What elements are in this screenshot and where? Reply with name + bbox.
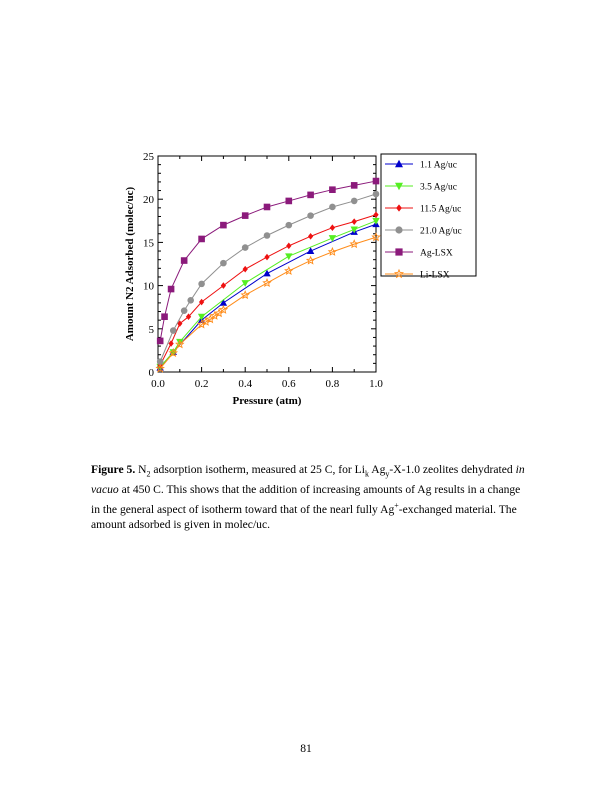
marker-circle [329,204,336,211]
caption-superscript: + [394,500,399,510]
marker-diamond [373,211,378,218]
marker-triangle-down [285,253,292,260]
legend-label: 21.0 Ag/uc [420,226,462,237]
plot-area-border [158,156,376,372]
caption-subscript: k [364,469,369,479]
marker-circle [264,232,271,239]
marker-circle [351,198,358,205]
legend-label: 3.5 Ag/uc [420,182,457,193]
caption-text: at 450 C. This shows that the addition of increasing amounts of Ag results in a change in the general aspect of isotherm toward that of the nearl fully Ag [91,482,521,516]
marker-square [264,204,271,211]
caption-text: Ag [368,463,386,476]
y-tick-label: 15 [143,237,154,250]
x-tick-label: 0.8 [325,378,340,390]
marker-circle [220,260,227,267]
caption-subscript: 2 [146,469,151,479]
y-tick-label: 0 [148,367,154,379]
x-tick-label: 0.0 [151,378,165,390]
caption-text: N [135,463,147,476]
caption-text: -exchanged material. The amount adsorbed is given in molec/uc. [91,502,517,531]
series-1-1-ag-uc [156,220,379,370]
series-line [160,194,376,362]
marker-diamond [308,233,313,240]
marker-square [161,313,168,320]
series-21-0-ag-uc [157,191,379,365]
marker-diamond [352,218,357,225]
caption-subscript: y [385,469,390,479]
marker-square [157,338,164,345]
y-tick-label: 25 [143,151,154,163]
marker-square [198,236,205,243]
y-tick-label: 5 [148,323,154,336]
x-tick-label: 0.4 [238,378,253,390]
caption-text: adsorption isotherm, measured at 25 C, for Li [150,463,365,476]
plot-frame [158,156,376,372]
legend-label: Ag-LSX [420,248,453,259]
legend [381,154,476,281]
x-axis-label: Pressure (atm) [232,395,302,407]
legend-label: 1.1 Ag/uc [420,160,457,171]
marker-square [181,257,188,264]
marker-square [329,186,336,193]
marker-diamond [264,254,269,261]
marker-circle [373,191,380,198]
marker-circle [170,327,177,334]
series-3-5-ag-uc [156,218,379,371]
x-tick-label: 0.6 [281,378,296,390]
marker-circle [187,297,194,304]
marker-square [373,178,380,185]
marker-square [220,222,227,229]
marker-square [307,192,314,199]
series-line [160,224,376,367]
x-tick-label: 1.0 [369,378,383,390]
marker-diamond [330,224,335,231]
marker-circle [307,212,314,219]
series-layer [156,178,379,372]
series-line [160,221,376,367]
marker-triangle-down [329,235,336,242]
legend-label: Li-LSX [420,270,450,281]
marker-diamond [286,243,291,250]
legend-label: 11.5 Ag/uc [420,204,462,215]
marker-square [351,182,358,189]
marker-square [286,198,293,205]
figure-label: Figure 5. [91,463,136,476]
y-tick-label: 20 [143,194,154,207]
marker-circle [181,307,188,314]
marker-diamond [243,266,248,273]
caption-italic: in vacuo [91,463,525,496]
marker-square [395,248,402,255]
page-number: 81 [300,742,312,755]
marker-circle [242,244,249,251]
marker-circle [395,226,402,233]
marker-circle [286,222,293,229]
y-axis-label: Amount N2 Adsorbed (molec/uc) [124,186,136,342]
marker-circle [198,281,205,288]
marker-diamond [221,282,226,289]
y-tick-label: 10 [143,280,154,293]
x-tick-label: 0.2 [194,378,209,390]
marker-square [242,212,249,219]
marker-square [168,286,175,293]
figure-caption [91,462,531,533]
caption-text: -X-1.0 zeolites dehydrated [389,463,516,476]
